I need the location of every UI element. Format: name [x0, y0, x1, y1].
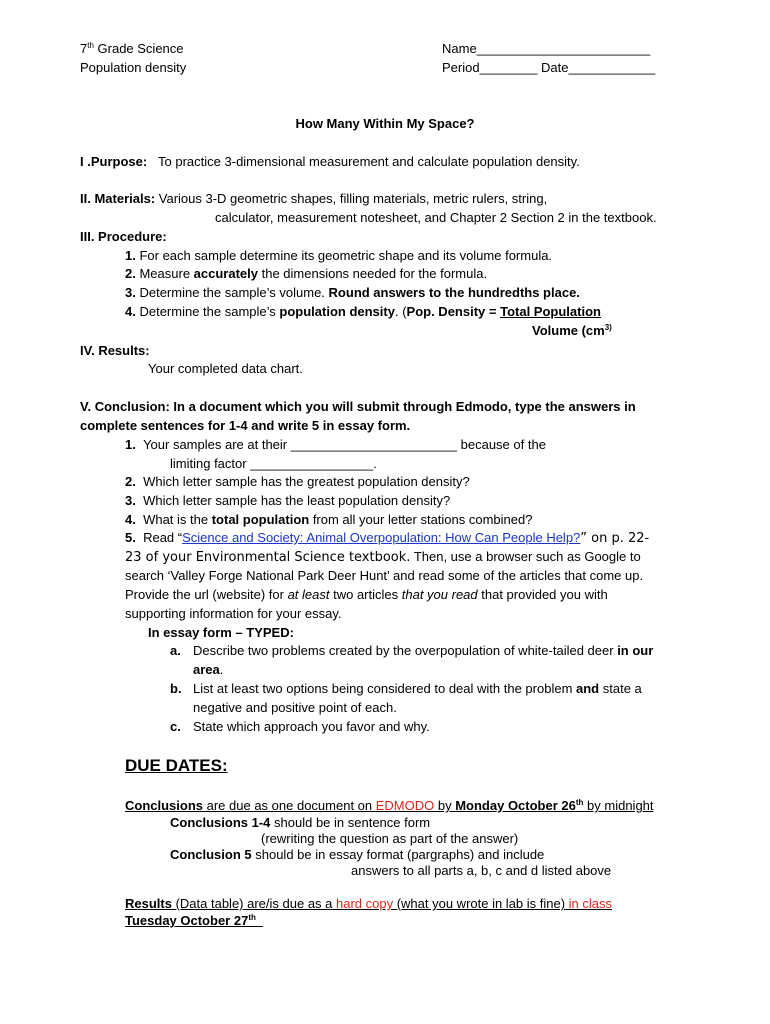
materials-line2: calculator, measurement notesheet, and Chapter 2 Section 2 in the textbook. [215, 210, 657, 225]
essay-label: In essay form – TYPED: [148, 625, 294, 640]
question-5-line2: 23 of your Environmental Science textbook. Then, use a browser such as Google to [125, 549, 641, 565]
essay-c-label: c. [170, 719, 181, 734]
question-5: 5. Read “Science and Society: Animal Overpopulation: How Can People Help?” on p. 22- [125, 530, 650, 546]
procedure-step-2: 2. Measure accurately the dimensions needed for the formula. [125, 266, 488, 281]
question-5-line4: Provide the url (website) for at least two articles that you read that provided you with [125, 587, 608, 602]
question-5-line5: supporting information for your essay. [125, 606, 342, 621]
purpose-text: To practice 3-dimensional measurement and calculate population density. [158, 154, 580, 169]
results-text: Your completed data chart. [148, 361, 303, 376]
question-4: 4. What is the total population from all your letter stations combined? [125, 512, 533, 527]
question-1: 1. Your samples are at their _______________________ because of the [125, 437, 546, 452]
question-1-line2: limiting factor _________________. [170, 456, 377, 471]
purpose-section [80, 153, 580, 171]
essay-b-label: b. [170, 681, 182, 696]
course-subtitle: Population density [80, 60, 187, 75]
page-title: How Many Within My Space? [295, 116, 475, 131]
due-conclusions-1-4: Conclusions 1-4 should be in sentence form [170, 815, 431, 830]
procedure-label: III. Procedure: [80, 229, 167, 244]
results-label: IV. Results: [80, 343, 150, 358]
question-2: 2. Which letter sample has the greatest population density? [125, 474, 470, 489]
conclusion-heading-line1: V. Conclusion: In a document which you will submit through Edmodo, type the answers in [80, 399, 636, 414]
period-date-field[interactable]: Period________ Date____________ [442, 60, 656, 75]
question-3: 3. Which letter sample has the least population density? [125, 493, 451, 508]
due-conclusion-5: Conclusion 5 should be in essay format (pargraphs) and include [170, 847, 545, 862]
formula-denominator: Volume ($cm^{3)}$ [532, 323, 612, 338]
conclusion-heading-line2: complete sentences for 1-4 and write 5 in essay form. [80, 418, 411, 433]
procedure-step-3: 3. Determine the sample’s volume. Round answers to the hundredths place. [125, 285, 580, 300]
procedure-step-1: 1. For each sample determine its geometric shape and its volume formula. [125, 248, 553, 263]
essay-a-text: Describe two problems created by the overpopulation of white-tailed deer in our [193, 643, 654, 658]
due-conclusions-1-4-note: (rewriting the question as part of the answer) [261, 831, 519, 846]
procedure-step-4: 4. Determine the sample’s population density. (Pop. Density = Total Population [125, 304, 601, 319]
materials-label: II. Materials: [80, 191, 156, 206]
article-link[interactable]: Science and Society: Animal Overpopulation: How Can People Help? [182, 530, 581, 545]
due-results: Results (Data table) are/is due as a hard copy (what you wrote in lab is fine) in class [125, 896, 613, 911]
essay-b-line2: negative and positive point of each. [193, 700, 397, 715]
due-conclusions: Conclusions are due as one document on EDMODO by Monday October 26th by midnight [125, 798, 654, 813]
name-field[interactable]: Name________________________ [442, 41, 651, 56]
question-5-line3: search ‘Valley Forge National Park Deer Hunt’ and read some of the articles that come up. [125, 568, 644, 583]
essay-b-text: List at least two options being considered to deal with the problem and state a [193, 681, 642, 696]
essay-a-label: a. [170, 643, 181, 658]
due-dates-heading: DUE DATES: [125, 756, 228, 775]
due-conclusion-5-note: answers to all parts a, b, c and d listed above [351, 863, 612, 878]
formula-numerator: Total Population [500, 304, 601, 319]
purpose-label: I .Purpose: [80, 154, 148, 169]
materials-section: II. Materials: Various 3-D geometric shapes, filling materials, metric rulers, string, [80, 191, 548, 206]
due-results-date: Tuesday October 27th [125, 913, 256, 928]
course-title: 7th Grade Science [80, 41, 184, 56]
essay-c-text: State which approach you favor and why. [193, 719, 430, 734]
essay-a-line2: area. [193, 662, 224, 677]
